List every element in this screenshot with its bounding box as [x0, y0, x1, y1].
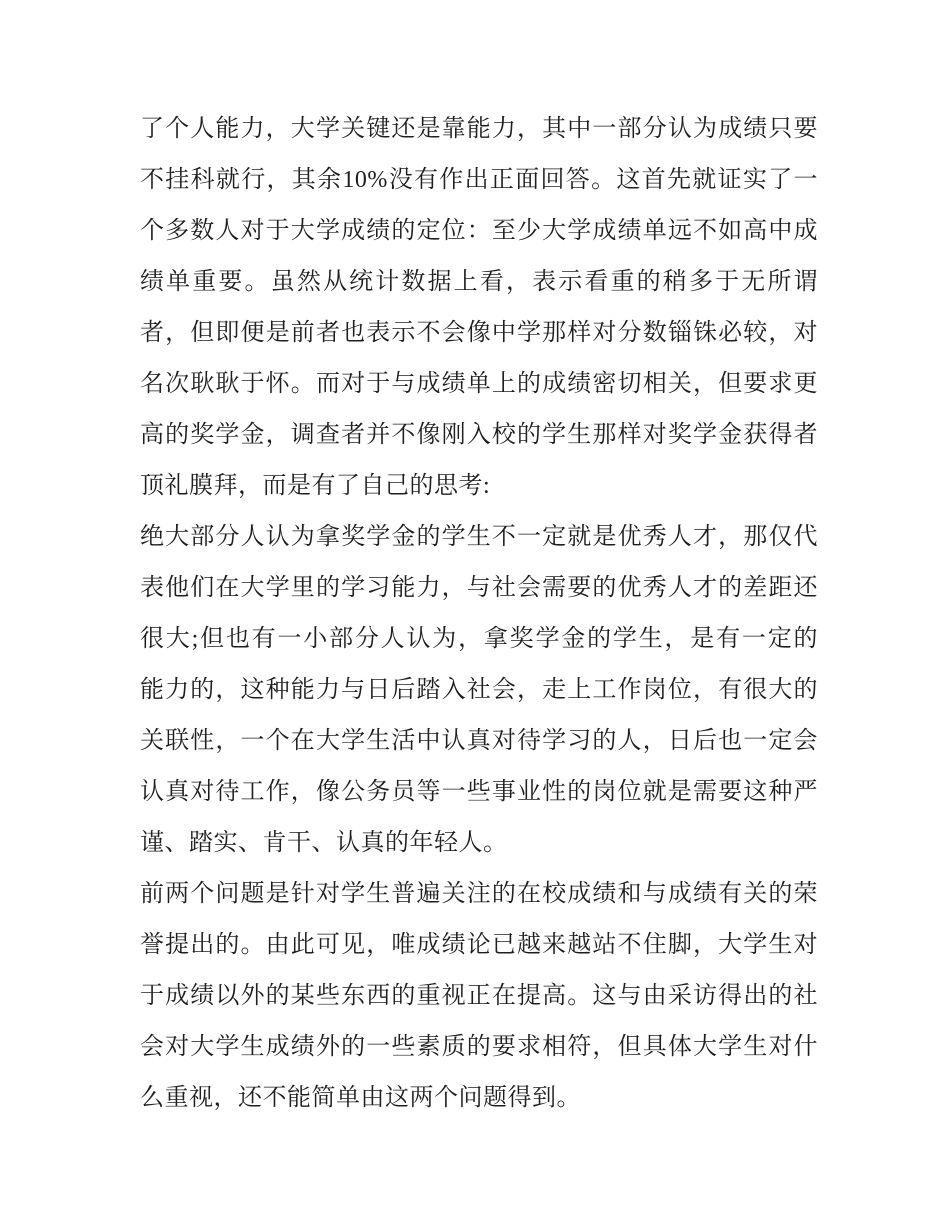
text-line-13: 关联性，一个在大学生活中认真对待学习的人，日后也一定会 [140, 728, 818, 754]
text-line-2: 不挂科就行，其余10%没有作出正面回答。这首先就证实了一 [140, 167, 818, 193]
text-line-1: 了个人能力，大学关键还是靠能力，其中一部分认为成绩只要 [140, 116, 818, 142]
text-line-16: 前两个问题是针对学生普遍关注的在校成绩和与成绩有关的荣 [140, 881, 818, 907]
text-line-19: 会对大学生成绩外的一些素质的要求相符，但具体大学生对什 [140, 1034, 818, 1060]
text-line-18: 于成绩以外的某些东西的重视正在提高。这与由采访得出的社 [140, 983, 818, 1009]
text-line-6: 名次耿耿于怀。而对于与成绩单上的成绩密切相关，但要求更 [140, 371, 818, 397]
text-line-17: 誉提出的。由此可见，唯成绩论已越来越站不住脚，大学生对 [140, 932, 818, 958]
text-line-4: 绩单重要。虽然从统计数据上看，表示看重的稍多于无所谓 [140, 269, 818, 295]
text-line-5: 者，但即便是前者也表示不会像中学那样对分数锱铢必较，对 [140, 320, 818, 346]
text-line-3: 个多数人对于大学成绩的定位：至少大学成绩单远不如高中成 [140, 218, 818, 244]
body-text [140, 104, 818, 1124]
text-line-11: 很大;但也有一小部分人认为，拿奖学金的学生，是有一定的 [140, 626, 818, 652]
text-line-20: 么重视，还不能简单由这两个问题得到。 [140, 1085, 581, 1111]
text-line-12: 能力的，这种能力与日后踏入社会，走上工作岗位，有很大的 [140, 677, 818, 703]
text-line-7: 高的奖学金，调查者并不像刚入校的学生那样对奖学金获得者 [140, 422, 818, 448]
text-line-14: 认真对待工作，像公务员等一些事业性的岗位就是需要这种严 [140, 779, 818, 805]
text-line-8: 顶礼膜拜，而是有了自己的思考: [140, 473, 491, 499]
text-line-15: 谨、踏实、肯干、认真的年轻人。 [140, 830, 508, 856]
text-line-10: 表他们在大学里的学习能力，与社会需要的优秀人才的差距还 [140, 575, 818, 601]
text-line-9: 绝大部分人认为拿奖学金的学生不一定就是优秀人才，那仅代 [140, 524, 818, 550]
